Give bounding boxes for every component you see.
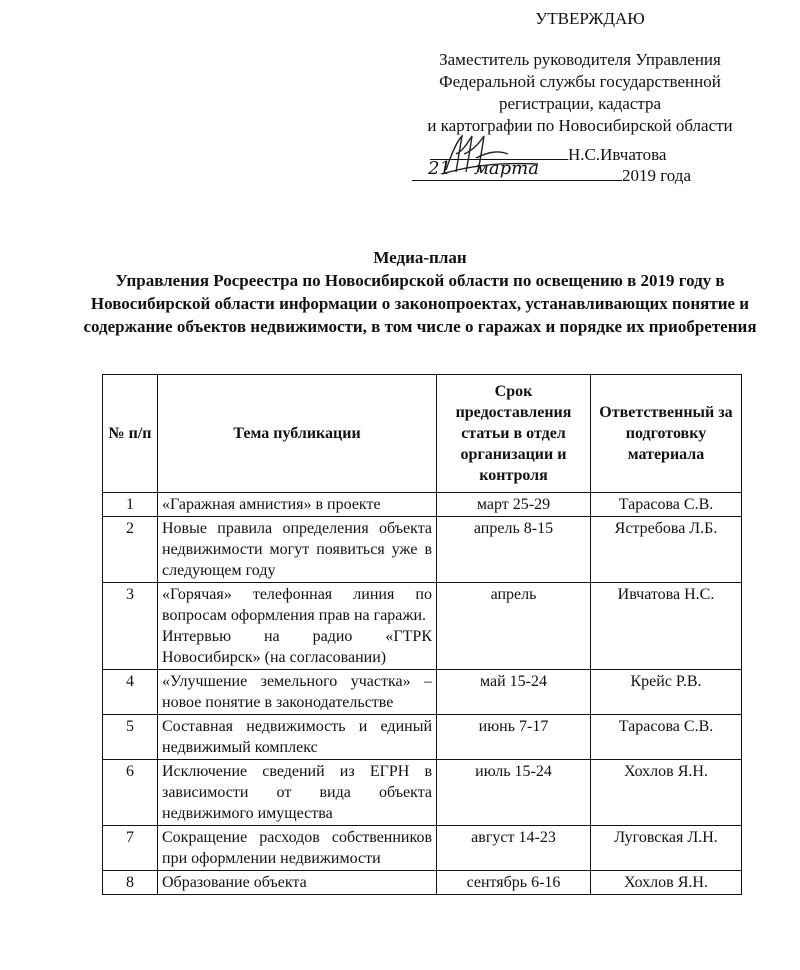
row-responsible: Луговская Л.Н. — [591, 826, 742, 871]
table-header-row — [103, 375, 742, 493]
plan-title: Медиа-план — [373, 248, 467, 267]
row-topic: Новые правила определения объекта недвижимости могут появиться уже в следующем году — [158, 517, 437, 583]
row-responsible: Крейс Р.В. — [591, 670, 742, 715]
row-number: 6 — [103, 760, 158, 826]
date-month: марта — [474, 158, 539, 179]
table-row — [103, 583, 742, 670]
media-plan-table — [102, 374, 742, 895]
row-topic — [158, 583, 437, 670]
approval-position — [380, 49, 780, 137]
approval-line: Заместитель руководителя Управления — [439, 50, 721, 69]
row-number: 8 — [103, 871, 158, 895]
row-term: апрель — [437, 583, 591, 670]
row-number: 5 — [103, 715, 158, 760]
header-term: Срок предоставления статьи в отдел организации и контроля — [437, 375, 591, 493]
table-row — [103, 871, 742, 895]
row-topic: «Гаражная амнистия» в проекте — [158, 493, 437, 517]
row-responsible: Хохлов Я.Н. — [591, 871, 742, 895]
approval-heading: УТВЕРЖДАЮ — [535, 9, 645, 28]
row-topic-part: «Горячая» телефонная линия по вопросам оформления прав на гаражи. — [162, 586, 432, 624]
row-responsible: Ястребова Л.Б. — [591, 517, 742, 583]
row-topic: Сокращение расходов собственников при оформлении недвижимости — [158, 826, 437, 871]
handwritten-signature — [438, 132, 558, 190]
row-topic-part: Интервью на радио «ГТРК Новосибирск» (на согласовании) — [162, 628, 432, 666]
row-term: июнь 7-17 — [437, 715, 591, 760]
row-number: 7 — [103, 826, 158, 871]
row-number: 2 — [103, 517, 158, 583]
approval-block — [380, 8, 780, 137]
plan-heading — [80, 246, 760, 338]
approval-line: Федеральной службы государственной — [439, 72, 721, 91]
row-topic: Образование объекта — [158, 871, 437, 895]
header-number: № п/п — [103, 375, 158, 493]
row-term: апрель 8-15 — [437, 517, 591, 583]
row-term: июль 15-24 — [437, 760, 591, 826]
row-responsible: Тарасова С.В. — [591, 493, 742, 517]
signer-name: Н.С.Ивчатова — [568, 145, 667, 164]
row-number: 3 — [103, 583, 158, 670]
row-topic: Составная недвижимость и единый недвижимый комплекс — [158, 715, 437, 760]
approval-line: и картографии по Новосибирской области — [427, 116, 733, 135]
row-topic: «Улучшение земельного участка» – новое понятие в законодательстве — [158, 670, 437, 715]
header-topic: Тема публикации — [158, 375, 437, 493]
row-term: сентябрь 6-16 — [437, 871, 591, 895]
table-row — [103, 670, 742, 715]
row-topic: Исключение сведений из ЕГРН в зависимости от вида объекта недвижимого имущества — [158, 760, 437, 826]
table-row — [103, 493, 742, 517]
approval-line: регистрации, кадастра — [498, 94, 662, 113]
row-term: август 14-23 — [437, 826, 591, 871]
row-number: 4 — [103, 670, 158, 715]
row-responsible: Ивчатова Н.С. — [591, 583, 742, 670]
table-row — [103, 760, 742, 826]
plan-subtitle: Управления Росреестра по Новосибирской области по освещению в 2019 году в Новосибирской области информации о законопроектах, устанавливающих понятие и содержание объектов недвижимости, в том числе о гаражах и порядке их приобретения — [83, 271, 757, 336]
date-day: 21 — [428, 158, 451, 179]
table-row — [103, 826, 742, 871]
row-responsible: Тарасова С.В. — [591, 715, 742, 760]
header-responsible: Ответственный за подготовку материала — [591, 375, 742, 493]
row-term: март 25-29 — [437, 493, 591, 517]
row-number: 1 — [103, 493, 158, 517]
date-year: 2019 года — [622, 166, 692, 185]
table-row — [103, 715, 742, 760]
row-responsible: Хохлов Я.Н. — [591, 760, 742, 826]
row-term: май 15-24 — [437, 670, 591, 715]
table-row — [103, 517, 742, 583]
